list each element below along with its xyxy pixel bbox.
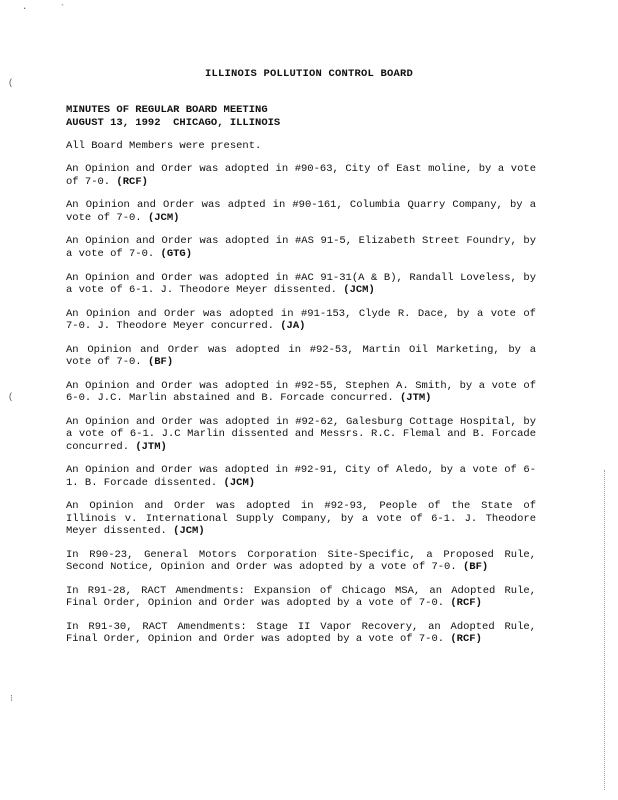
- entries-list: [66, 163, 536, 645]
- entry-text: An Opinion and Order was adopted in #92-53, Martin Oil Marketing, by a vote of 7-0.: [66, 343, 536, 369]
- entry-initials: (JCM): [173, 525, 205, 538]
- meeting-heading-line: MINUTES OF REGULAR BOARD MEETING: [66, 104, 268, 116]
- minutes-entry: [66, 308, 536, 333]
- entry-initials: (JTM): [399, 392, 432, 405]
- entry-text: In R90-23, General Motors Corporation Site-Specific, a Proposed Rule, Second Notice, Opinion and Order was adopted by a vote of 7-0.: [66, 548, 536, 574]
- scan-mark: · `: [22, 4, 66, 14]
- entry-initials: (BF): [147, 356, 174, 369]
- entry-text: In R91-28, RACT Amendments: Expansion of Chicago MSA, an Adopted Rule, Final Order, Opinion and Order was adopted by a vote of 7-0.: [66, 584, 536, 610]
- entry-text: An Opinion and Order was adopted in #92-55, Stephen A. Smith, by a vote of 6-0. J.C. Marlin abstained and B. Forcade concurred.: [66, 379, 536, 405]
- entry-initials: (JCM): [147, 211, 180, 224]
- minutes-entry: [66, 500, 536, 537]
- entry-text: An Opinion and Order was adopted in #92-62, Galesburg Cottage Hospital, by a vote of 6-1. J.C Marlin dissented and Messrs. R.C. Flemal and B. Forcade concurred.: [66, 415, 536, 453]
- entry-initials: (RCF): [450, 597, 482, 610]
- minutes-entry: [66, 344, 536, 369]
- entry-text: An Opinion and Order was adopted in #91-153, Clyde R. Dace, by a vote of 7-0. J. Theodore Meyer concurred.: [66, 307, 536, 332]
- meeting-heading: [66, 104, 280, 130]
- entry-text: An Opinion and Order was adopted in #AC 91-31(A & B), Randall Loveless, by a vote of 6-1. J. Theodore Meyer dissented.: [66, 271, 536, 296]
- entry-text: In R91-30, RACT Amendments: Stage II Vapor Recovery, an Adopted Rule, Final Order, Opinion and Order was adopted by a vote of 7-0.: [66, 621, 536, 646]
- minutes-entry: [66, 235, 536, 260]
- entry-initials: (JTM): [135, 440, 167, 453]
- entry-text: An Opinion and Order was adpted in #90-161, Columbia Quarry Company, by a vote of 7-0.: [66, 199, 536, 224]
- minutes-entry: [66, 621, 536, 646]
- minutes-entry: [66, 416, 536, 453]
- intro-paragraph: All Board Members were present.: [66, 140, 262, 152]
- minutes-entry: [66, 163, 536, 188]
- entry-text: An Opinion and Order was adopted in #AS 91-5, Elizabeth Street Foundry, by a vote of 7-0.: [66, 235, 536, 260]
- minutes-entry: [66, 549, 536, 574]
- entry-text: An Opinion and Order was adopted in #92-91, City of Aledo, by a vote of 6-1. B. Forcade dissented.: [66, 464, 536, 489]
- minutes-entry: [66, 199, 536, 224]
- scan-mark: (: [8, 392, 14, 402]
- entry-initials: (GTG): [160, 247, 193, 260]
- minutes-entry: [66, 464, 536, 489]
- minutes-entry: [66, 380, 536, 405]
- entry-text: An Opinion and Order was adopted in #90-63, City of East moline, by a vote of 7-0.: [66, 163, 536, 188]
- scan-mark: (: [8, 78, 14, 88]
- entry-initials: (JA): [280, 319, 306, 332]
- minutes-entry: [66, 272, 536, 297]
- minutes-entry: [66, 585, 536, 610]
- entry-initials: (JCM): [223, 476, 256, 489]
- entry-initials: (RCF): [116, 175, 148, 188]
- minutes-body: [66, 140, 536, 657]
- entry-initials: (RCF): [450, 633, 482, 646]
- entry-text: An Opinion and Order was adopted in #92-93, People of the State of Illinois v. International Supply Company, by a vote of 6-1. J. Theodore Meyer dissented.: [66, 500, 536, 538]
- entry-initials: (JCM): [343, 283, 375, 296]
- scan-mark: ⁝: [10, 694, 13, 704]
- document-title: ILLINOIS POLLUTION CONTROL BOARD: [204, 68, 414, 80]
- entry-initials: (BF): [462, 561, 489, 574]
- scan-edge-line: [604, 470, 606, 790]
- meeting-date-line: AUGUST 13, 1992 CHICAGO, ILLINOIS: [66, 117, 281, 129]
